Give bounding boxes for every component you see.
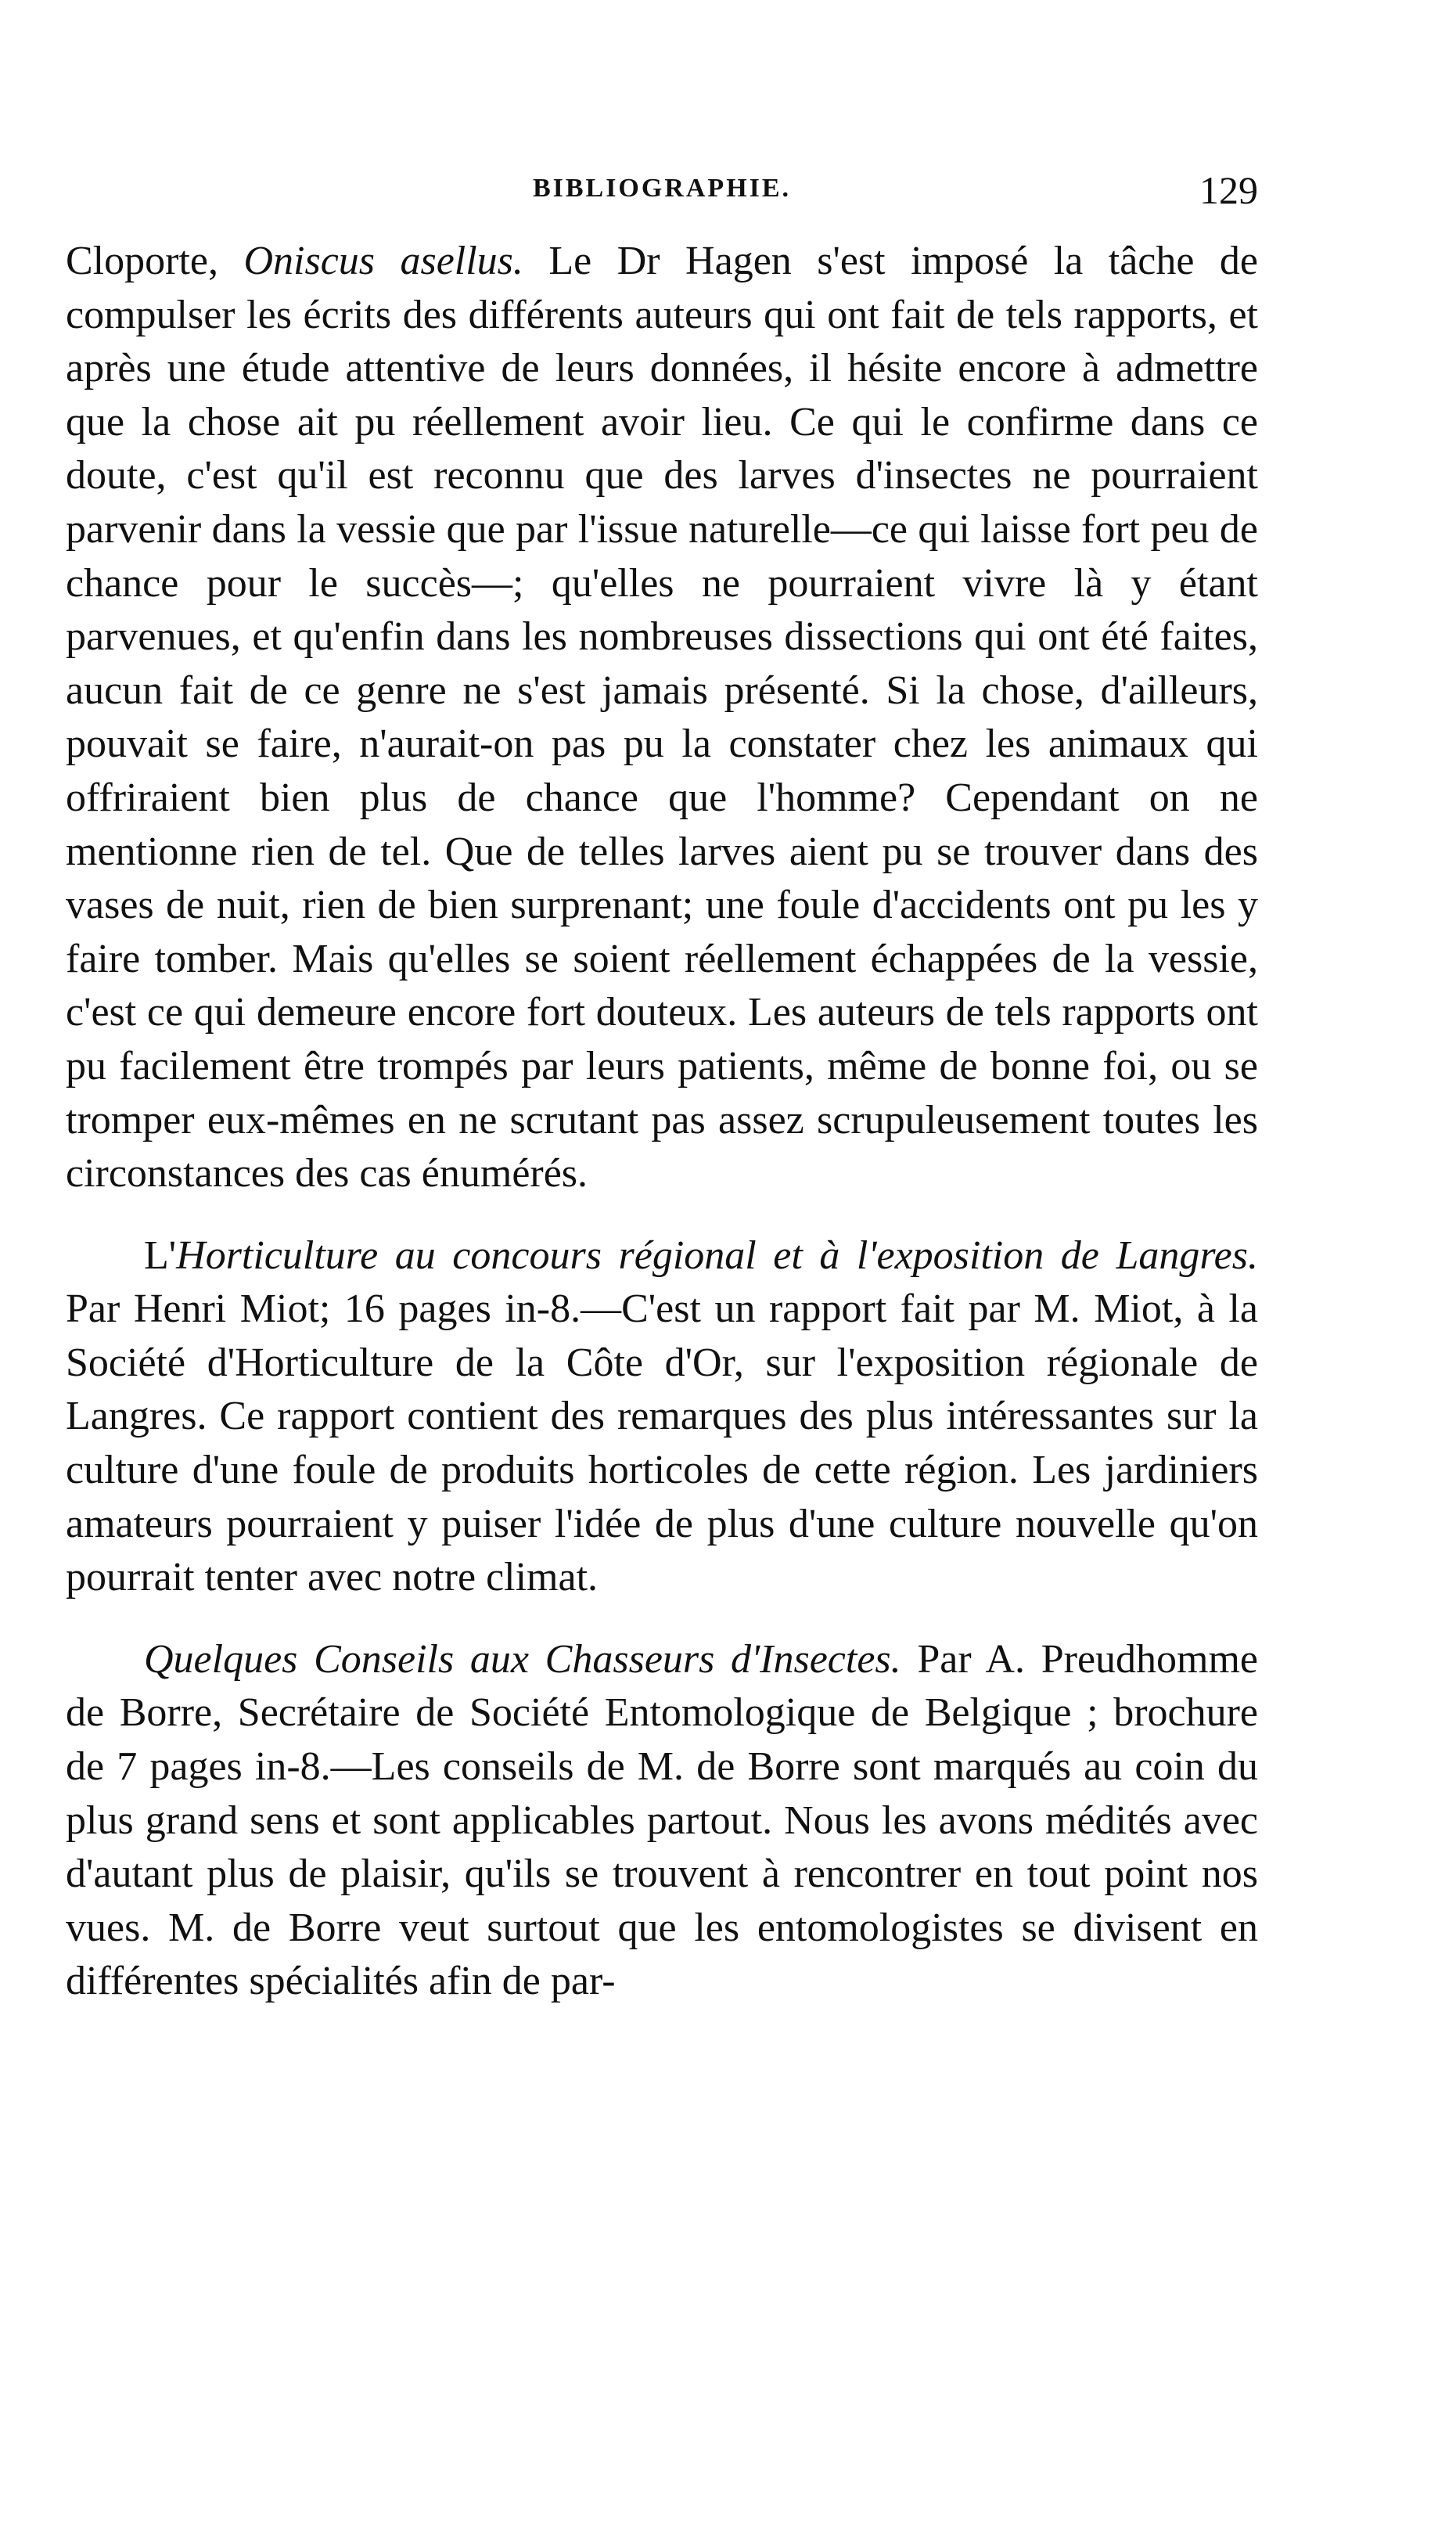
text-run-italic: Horticulture au concours régional et à l'exposition de Langres. (176, 1233, 1258, 1278)
page-number: 129 (1199, 168, 1258, 212)
text-run: Par A. Preudhomme de Borre, Secrétaire de Société Entomologique de Belgique ; brochure de 7 pages in-8.—Les conseils de M. de Borre sont marqués au coin du plus grand sens et sont applicables partout. Nous les avons médités avec d'autant plus de plaisir, qu'ils se trouvent à rencontrer en tout point nos vues. M. de Borre veut surtout que les entomologistes se divisent en différentes spécialités afin de par- (66, 1636, 1258, 2004)
running-head (66, 168, 1258, 221)
paragraph-3 (66, 1633, 1258, 2009)
paragraph-2 (66, 1229, 1258, 1605)
text-run: Cloporte, (66, 239, 244, 283)
text-run: Par Henri Miot; 16 pages in-8.—C'est un rapport fait par M. Miot, à la Société d'Horticulture de la Côte d'Or, sur l'exposition régionale de Langres. Ce rapport contient des remarques des plus intéressantes sur la culture d'une foule de produits horticoles de cette région. Les jardiniers amateurs pourraient y puiser l'idée de plus d'une culture nouvelle qu'on pourrait tenter avec notre climat. (66, 1286, 1258, 1600)
body-text (66, 235, 1258, 2009)
text-run: Le Dr Hagen s'est imposé la tâche de compulser les écrits des différents auteurs qui ont fait de tels rapports, et après une étude attentive de leurs données, il hésite encore à admettre que la chose ait pu réellement avoir lieu. Ce qui le confirme dans ce doute, c'est qu'il est reconnu que des larves d'insectes ne pourraient parvenir dans la vessie que par l'issue naturelle—ce qui laisse fort peu de chance pour le succès—; qu'elles ne pourraient vivre là y étant parvenues, et qu'enfin dans les nombreuses dissections qui ont été faites, aucun fait de ce genre ne s'est jamais présenté. Si la chose, d'ailleurs, pouvait se faire, n'aurait-on pas pu la constater chez les animaux qui offriraient bien plus de chance que l'homme? Cependant on ne mentionne rien de tel. Que de telles larves aient pu se trouver dans des vases de nuit, rien de bien surprenant; une foule d'accidents ont pu les y faire tomber. Mais qu'elles se soient réellement échappées de la vessie, c'est ce qui demeure encore fort douteux. Les auteurs de tels rapports ont pu facilement être trompés par leurs patients, même de bonne foi, ou se tromper eux-mêmes en ne scrutant pas assez scrupuleusement toutes les circonstances des cas énumérés. (66, 239, 1259, 1197)
text-run-italic: Quelques Conseils aux Chasseurs d'Insectes. (144, 1636, 901, 1682)
text-run-italic: Oniscus asellus. (243, 239, 523, 283)
running-title: BIBLIOGRAPHIE. (532, 174, 792, 203)
paragraph-1 (66, 235, 1258, 1201)
text-run: L' (144, 1233, 177, 1278)
